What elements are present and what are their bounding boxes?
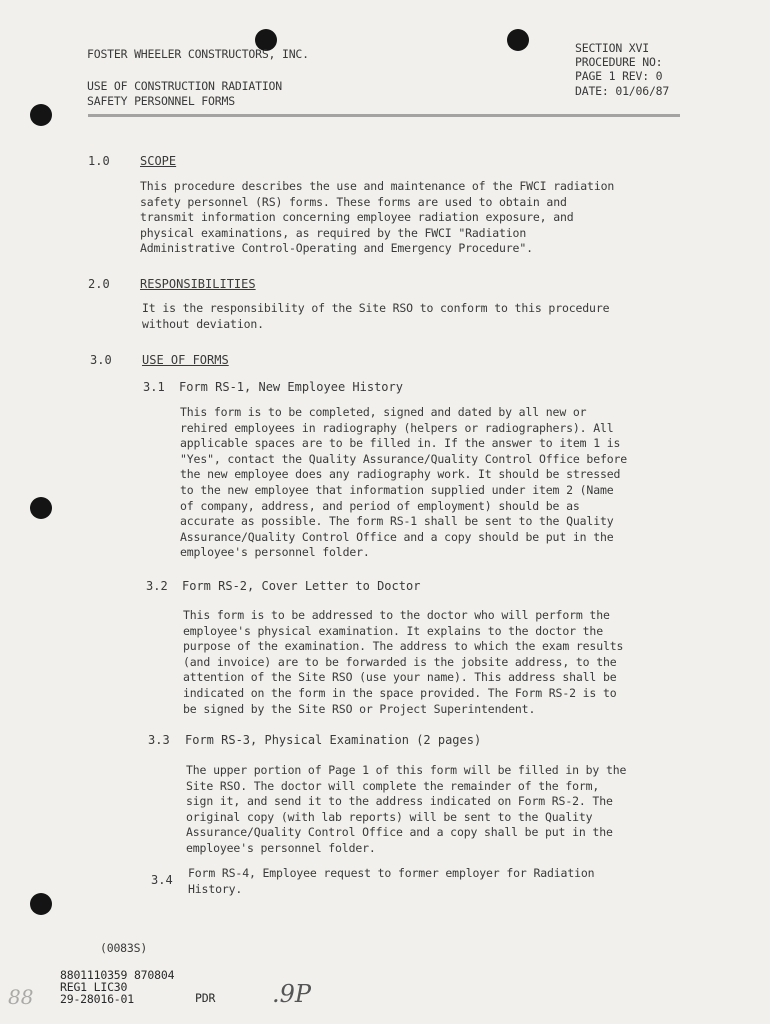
text-line: Form RS-4, Employee request to former employer for Radiation [188, 866, 595, 880]
text-line: Administrative Control-Operating and Emergency Procedure". [140, 241, 533, 256]
subsection-title-rs1: Form RS-1, New Employee History [179, 380, 403, 394]
section-heading-use-of-forms: USE OF FORMS [142, 353, 229, 367]
text-line: History. [188, 881, 243, 896]
text-line: of company, address, and period of employment) should be as [180, 498, 580, 513]
rs2-paragraph [183, 608, 623, 717]
procedure-number: PROCEDURE NO: [575, 55, 663, 69]
text-line: physical examinations, as required by the FWCI "Radiation [140, 225, 527, 240]
handwritten-initials: .9P [272, 980, 312, 1008]
text-line: (and invoice) are to be forwarded is the jobsite address, to the [183, 654, 617, 669]
pdr-label: PDR [195, 991, 216, 1005]
text-line: This form is to be addressed to the doctor who will perform the [183, 608, 610, 622]
text-line: It is the responsibility of the Site RSO to conform to this procedure [142, 301, 610, 315]
text-line: safety personnel (RS) forms. These forms are used to obtain and [140, 194, 567, 209]
punch-hole-left-bottom [30, 893, 52, 915]
text-line: This form is to be completed, signed and dated by all new or [180, 405, 587, 419]
responsibilities-paragraph [142, 301, 609, 332]
document-date: DATE: 01/06/87 [575, 84, 670, 98]
rs1-paragraph [180, 405, 627, 561]
text-line: the new employee does any radiography work. It should be stressed [180, 467, 621, 482]
section-number: 1.0 [88, 154, 110, 168]
section-number: 2.0 [88, 277, 110, 291]
text-line: Assurance/Quality Control Office and a copy shall be put in the [186, 825, 613, 840]
section-number: 3.0 [90, 353, 112, 367]
punch-hole-left-top [30, 104, 52, 126]
text-line: transmit information concerning employee radiation exposure, and [140, 210, 574, 225]
text-line: Assurance/Quality Control Office and a copy should be put in the [180, 529, 614, 544]
scope-paragraph [140, 179, 614, 257]
text-line: original copy (with lab reports) will be sent to the Quality [186, 809, 593, 824]
rs4-title [188, 866, 594, 897]
punch-hole-left-middle [30, 497, 52, 519]
section-label: SECTION XVI [575, 41, 649, 55]
subsection-number: 3.3 [148, 733, 170, 747]
text-line: "Yes", contact the Quality Assurance/Quality Control Office before [180, 451, 628, 466]
company-name: FOSTER WHEELER CONSTRUCTORS, INC. [87, 47, 309, 61]
subsection-title-rs2: Form RS-2, Cover Letter to Doctor [182, 579, 421, 593]
license-number: 29-28016-01 [60, 992, 134, 1006]
text-line: applicable spaces are to be filled in. If the answer to item 1 is [180, 436, 621, 451]
rs3-paragraph [186, 763, 626, 857]
subsection-title-rs3: Form RS-3, Physical Examination (2 pages) [185, 733, 482, 747]
text-line: without deviation. [142, 316, 264, 331]
text-line: accurate as possible. The form RS-1 shall be sent to the Quality [180, 514, 614, 529]
subsection-number: 3.4 [151, 873, 173, 887]
accession-number: 8801110359 870804 [60, 968, 175, 982]
subsection-number: 3.1 [143, 380, 165, 394]
text-line: indicated on the form in the space provided. The Form RS-2 is to [183, 685, 617, 700]
text-line: sign it, and send it to the address indicated on Form RS-2. The [186, 794, 613, 809]
docket-line: REG1 LIC30 [60, 980, 128, 994]
text-line: rehired employees in radiography (helpers or radiographers). All [180, 420, 614, 435]
text-line: Site RSO. The doctor will complete the remainder of the form, [186, 778, 600, 793]
text-line: employee's physical examination. It explains to the doctor the [183, 623, 603, 638]
document-code: (0083S) [100, 941, 148, 955]
text-line: purpose of the examination. The address to which the exam results [183, 639, 624, 654]
text-line: This procedure describes the use and maintenance of the FWCI radiation [140, 179, 615, 193]
text-line: employee's personnel folder. [180, 545, 370, 560]
margin-handwritten-mark: 88 [8, 985, 34, 1009]
section-heading-scope: SCOPE [140, 154, 177, 168]
text-line: employee's personnel folder. [186, 840, 376, 855]
punch-hole-top-right [507, 29, 529, 51]
section-heading-responsibilities: RESPONSIBILITIES [140, 277, 256, 291]
page-rev: PAGE 1 REV: 0 [575, 69, 663, 83]
text-line: attention of the Site RSO (use your name). This address shall be [183, 670, 617, 685]
subsection-number: 3.2 [146, 579, 168, 593]
text-line: The upper portion of Page 1 of this form will be filled in by the [186, 763, 627, 777]
document-title-line-1: USE OF CONSTRUCTION RADIATION [87, 79, 282, 93]
document-title-line-2: SAFETY PERSONNEL FORMS [87, 94, 235, 108]
text-line: be signed by the Site RSO or Project Superintendent. [183, 701, 536, 716]
header-rule [88, 114, 680, 117]
text-line: to the new employee that information supplied under item 2 (Name [180, 482, 614, 497]
